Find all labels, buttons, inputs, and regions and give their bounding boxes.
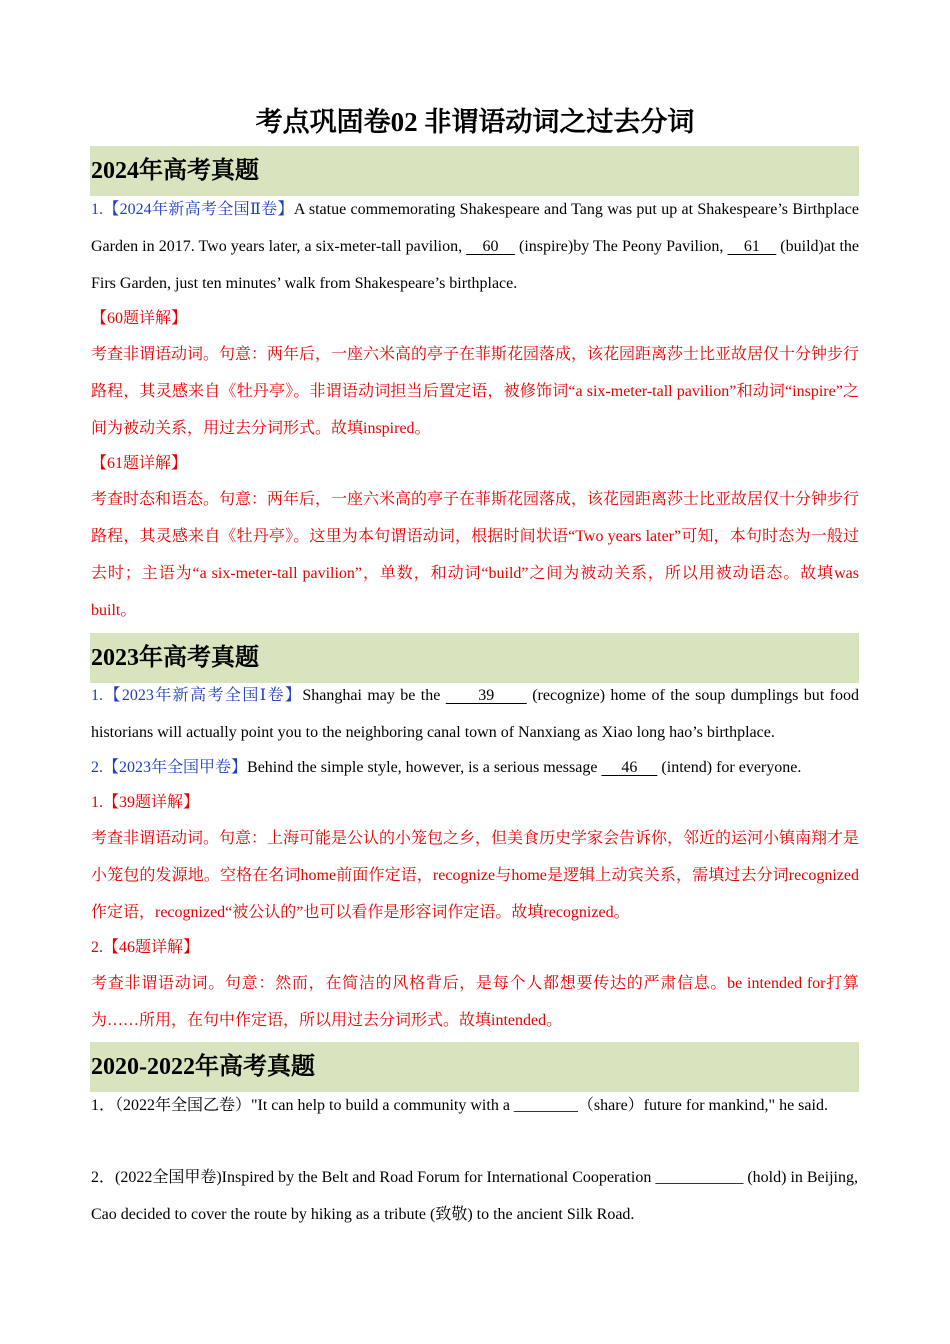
question-text: Behind the simple style, however, is a serious message bbox=[247, 759, 602, 776]
question-source: 1.【2024年新高考全国Ⅱ卷】 bbox=[91, 201, 294, 218]
question-2022-2: 2．(2022全国甲卷)Inspired by the Belt and Road Forum for International Cooperation ___________ (hold) in Beijing, Cao decided to cover the route by hiking as a tribute (致敬) to the ancient Silk Road. bbox=[91, 1169, 858, 1223]
question-2022-1: 1．（2022年全国乙卷）"It can help to build a community with a ________（share）future for mankind," he said. bbox=[91, 1097, 828, 1114]
explanation-label-60: 【60题详解】 bbox=[91, 310, 188, 327]
question-text: A statue commemorating Shakespeare and Tang was put up at Shakespeare’s Birthplace Garden in 2017. Two years later, a six-meter-tall pavilion, bbox=[91, 201, 859, 255]
explanation-text-46: 考查非谓语动词。句意：然而，在简洁的风格背后，是每个人都想要传达的严肃信息。be intended for打算为……所用，在句中作定语，所以用过去分词形式。故填intended。 bbox=[91, 975, 859, 1029]
question-2023-2 bbox=[91, 749, 859, 786]
question-text: (recognize) home of the soup dumplings but food historians will actually point you to the neighboring canal town of Nanxiang as Xiao long hao’s birthplace. bbox=[91, 687, 859, 741]
question-2023-1 bbox=[91, 677, 859, 751]
section-heading-2024: 2024年高考真题 bbox=[90, 146, 859, 196]
question-text: (build)at the Firs Garden, just ten minutes’ walk from Shakespeare’s birthplace. bbox=[91, 238, 860, 292]
question-text: Shanghai may be the bbox=[302, 687, 446, 704]
question-source: 1.【2023年新高考全国Ⅰ卷】 bbox=[91, 687, 303, 704]
explanation-label-61: 【61题详解】 bbox=[91, 455, 188, 472]
question-2024-1 bbox=[91, 191, 859, 302]
blank-39: 39 bbox=[445, 687, 527, 704]
question-source: 2.【2023年全国甲卷】 bbox=[91, 759, 248, 776]
blank-46: 46 bbox=[601, 759, 658, 776]
question-text: (inspire)by The Peony Pavilion, bbox=[514, 238, 728, 255]
explanation-label-39: 1.【39题详解】 bbox=[91, 794, 200, 811]
section-heading-2023: 2023年高考真题 bbox=[90, 633, 859, 683]
explanation-text-39: 考查非谓语动词。句意：上海可能是公认的小笼包之乡，但美食历史学家会告诉你，邻近的运河小镇南翔才是小笼包的发源地。空格在名词home前面作定语，recognize与home是逻辑上动宾关系，需填过去分词recognized作定语，recognized“被公认的”也可以看作是形容词作定语。故填recognized。 bbox=[91, 830, 860, 921]
explanation-text-61: 考查时态和语态。句意：两年后，一座六米高的亭子在菲斯花园落成，该花园距离莎士比亚故居仅十分钟步行路程，其灵感来自《牡丹亭》。这里为本句谓语动词，根据时间状语“Two years later”可知，本句时态为一般过去时；主语为“a six-meter-tall pavilion”，单数，和动词“build”之间为被动关系，所以用被动语态。故填was built。 bbox=[91, 491, 860, 619]
page-title: 考点巩固卷02 非谓语动词之过去分词 bbox=[255, 107, 695, 137]
explanation-label-46: 2.【46题详解】 bbox=[91, 939, 200, 956]
blank-60: 60 bbox=[466, 238, 515, 255]
explanation-text-60: 考查非谓语动词。句意：两年后，一座六米高的亭子在菲斯花园落成，该花园距离莎士比亚故居仅十分钟步行路程，其灵感来自《牡丹亭》。非谓语动词担当后置定语，被修饰词“a six-meter-tall pavilion”和动词“inspire”之间为被动关系，用过去分词形式。故填inspired。 bbox=[91, 346, 860, 437]
blank-61: 61 bbox=[727, 238, 777, 255]
question-text: (intend) for everyone. bbox=[657, 759, 802, 776]
section-heading-2020-2022: 2020-2022年高考真题 bbox=[90, 1042, 859, 1092]
